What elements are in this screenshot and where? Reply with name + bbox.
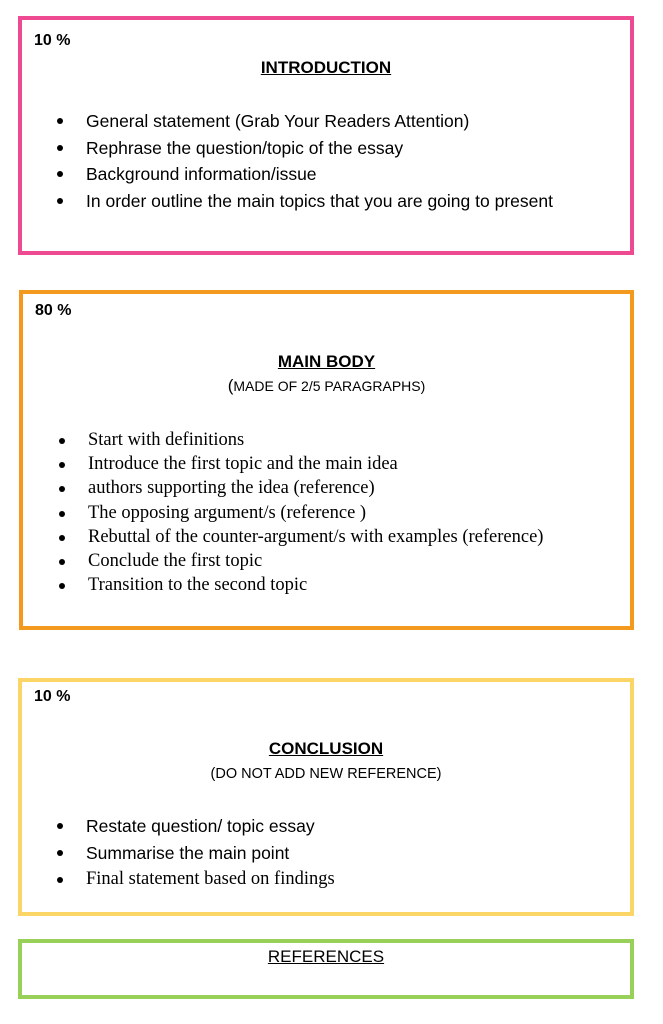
conclusion-percent: 10 % bbox=[34, 688, 71, 705]
list-item: In order outline the main topics that you are going to present bbox=[38, 188, 553, 215]
introduction-percent: 10 % bbox=[34, 32, 71, 49]
references-box bbox=[18, 939, 634, 999]
introduction-bullet-list bbox=[38, 108, 553, 214]
conclusion-heading: CONCLUSION bbox=[268, 739, 384, 758]
introduction-heading: INTRODUCTION bbox=[260, 58, 392, 77]
main-body-subheading bbox=[23, 376, 630, 396]
main-body-subheading-text: MADE OF 2/5 PARAGRAPHS) bbox=[233, 378, 426, 394]
conclusion-box bbox=[18, 678, 634, 916]
list-item: Restate question/ topic essay bbox=[38, 813, 315, 840]
introduction-box bbox=[18, 16, 634, 255]
list-item: Rephrase the question/topic of the essay bbox=[38, 135, 553, 162]
list-item: Start with definitions bbox=[40, 428, 543, 452]
list-item: General statement (Grab Your Readers Attention) bbox=[38, 108, 553, 135]
conclusion-bullet-list bbox=[38, 813, 315, 866]
list-item: Conclude the first topic bbox=[40, 549, 543, 573]
list-item: Introduce the first topic and the main idea bbox=[40, 452, 543, 476]
list-item: The opposing argument/s (reference ) bbox=[40, 501, 543, 525]
list-item: Background information/issue bbox=[38, 161, 553, 188]
conclusion-serif-bullet-list bbox=[38, 866, 335, 892]
list-item: Rebuttal of the counter-argument/s with examples (reference) bbox=[40, 525, 543, 549]
main-body-subheading-open: ( bbox=[227, 376, 234, 395]
list-item: Transition to the second topic bbox=[40, 573, 543, 597]
references-heading: REFERENCES bbox=[267, 947, 385, 966]
list-item: Summarise the main point bbox=[38, 840, 315, 867]
main-body-heading: MAIN BODY bbox=[277, 352, 376, 371]
conclusion-subheading: (DO NOT ADD NEW REFERENCE) bbox=[210, 766, 442, 782]
list-item: Final statement based on findings bbox=[38, 866, 335, 892]
main-body-bullet-list bbox=[40, 428, 543, 597]
main-body-box bbox=[19, 290, 634, 630]
list-item: authors supporting the idea (reference) bbox=[40, 476, 543, 500]
main-body-percent: 80 % bbox=[35, 302, 72, 319]
